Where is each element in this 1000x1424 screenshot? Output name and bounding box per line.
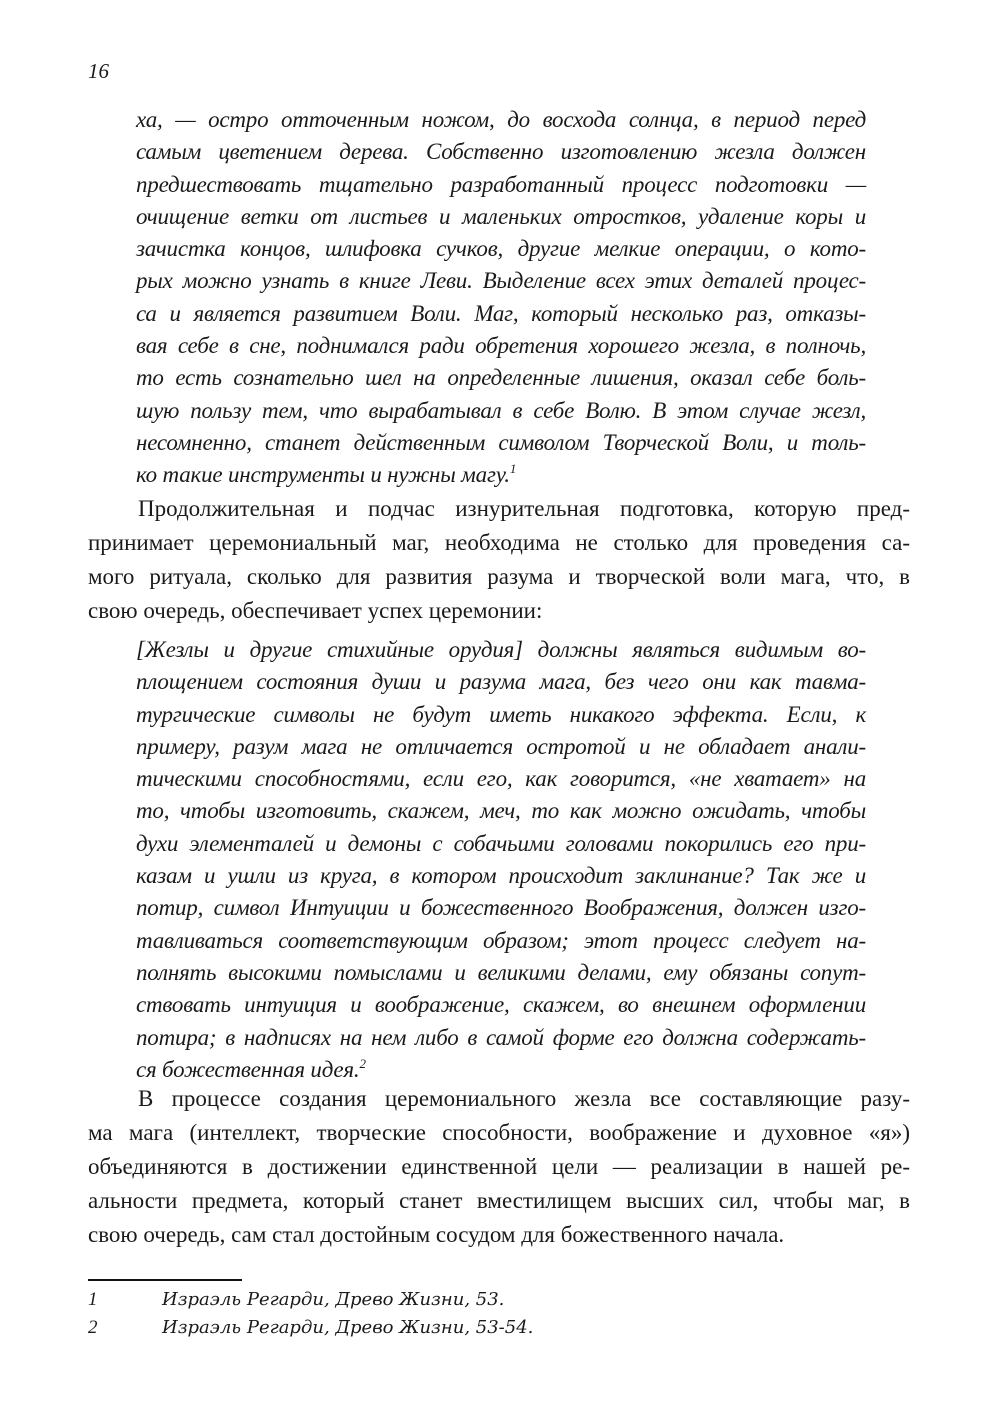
footnote-number: 2 <box>88 1317 98 1338</box>
footnote-2 <box>88 1314 888 1342</box>
body-paragraph-2 <box>88 1082 910 1252</box>
block-quote-1 <box>136 104 866 492</box>
footnotes <box>88 1286 888 1342</box>
quote-line: ствовать интуиция и воображение, скажем, во внешнем оформлении <box>136 992 866 1018</box>
page-number: 16 <box>88 59 109 83</box>
quote-line: шую пользу тем, что вырабатывал в себе Волю. В этом случае жезл, <box>136 397 866 423</box>
paragraph-line: Продолжительная и подчас изнурительная подготовка, которую пред- <box>138 496 910 521</box>
quote-line: потира; в надписях на нем либо в самой форме его должна содержать- <box>136 1024 866 1050</box>
quote-line: ха, — остро отточенным ножом, до восхода солнца, в период перед <box>136 107 866 132</box>
quote-line: [Жезлы и другие стихийные орудия] должны являться видимым во- <box>136 637 866 662</box>
quote-line: са и является развитием Воли. Маг, который несколько раз, отказы- <box>136 300 866 326</box>
quote-line: то есть сознательно шел на определенные лишения, оказал себе боль- <box>136 365 866 391</box>
quote-line: вая себе в сне, поднимался ради обретения хорошего жезла, в полночь, <box>136 333 866 359</box>
quote-line-text: ся божественная идея. <box>136 1056 360 1082</box>
paragraph-line: объединяются в достижении единственной цели — реализации в нашей ре- <box>88 1154 910 1179</box>
footnote-ref-2[interactable]: 2 <box>359 1055 366 1071</box>
quote-line: тургические символы не будут иметь никакого эффекта. Если, к <box>136 701 866 727</box>
quote-line: самым цветением дерева. Собственно изготовлению жезла должен <box>136 139 866 165</box>
quote-line <box>136 459 866 491</box>
quote-line: тическими способностями, если его, как говорится, «не хватает» на <box>136 766 866 792</box>
footnote-1 <box>88 1286 888 1314</box>
quote-line: то, чтобы изготовить, скажем, меч, то как можно ожидать, чтобы <box>136 798 866 824</box>
footnote-ref-1[interactable]: 1 <box>509 461 517 477</box>
paragraph-line: мого ритуала, сколько для развития разума и творческой воли мага, что, в <box>88 564 910 589</box>
body-paragraph-1 <box>88 492 910 628</box>
quote-line: примеру, разум мага не отличается остротой и не обладает анали- <box>136 733 866 759</box>
quote-line: тавливаться соответствующим образом; этот процесс следует на- <box>136 927 866 953</box>
block-quote-2 <box>136 634 866 1086</box>
quote-line: площением состояния души и разума мага, без чего они как тавма- <box>136 669 866 695</box>
quote-line: духи элементалей и демоны с собачьими головами покорились его при- <box>136 830 866 856</box>
footnote-text: Израэль Регарди, Древо Жизни, 53-54. <box>162 1317 534 1338</box>
footnote-number: 1 <box>88 1289 98 1310</box>
quote-line: рых можно узнать в книге Леви. Выделение всех этих деталей процес- <box>136 268 866 294</box>
quote-line: полнять высокими помыслами и великими делами, ему обязаны сопут- <box>136 959 866 985</box>
quote-line-text: ко такие инструменты и нужны магу. <box>136 462 510 488</box>
quote-line: очищение ветки от листьев и маленьких отростков, удаление коры и <box>136 203 866 229</box>
quote-line: потир, символ Интуиции и божественного Воображения, должен изго- <box>136 895 866 921</box>
paragraph-line: альности предмета, который станет вместилищем высших сил, чтобы маг, в <box>88 1188 910 1213</box>
quote-line: казам и ушли из круга, в котором происходит заклинание? Так же и <box>136 863 866 889</box>
quote-line: зачистка концов, шлифовка сучков, другие мелкие операции, о кото- <box>136 236 866 262</box>
quote-line: предшествовать тщательно разработанный процесс подготовки — <box>136 171 866 197</box>
footnote-text: Израэль Регарди, Древо Жизни, 53. <box>162 1289 505 1310</box>
paragraph-line: свою очередь, обеспечивает успех церемонии: <box>88 598 543 623</box>
paragraph-line: свою очередь, сам стал достойным сосудом для божественного начала. <box>88 1222 785 1247</box>
paragraph-line: ма мага (интеллект, творческие способности, воображение и духовное «я») <box>88 1120 910 1145</box>
footnote-separator <box>88 1279 242 1281</box>
paragraph-line: принимает церемониальный маг, необходима не столько для проведения са- <box>88 530 910 555</box>
quote-line: несомненно, станет действенным символом Творческой Воли, и толь- <box>136 429 866 455</box>
paragraph-line: В процессе создания церемониального жезла все составляющие разу- <box>138 1086 910 1111</box>
